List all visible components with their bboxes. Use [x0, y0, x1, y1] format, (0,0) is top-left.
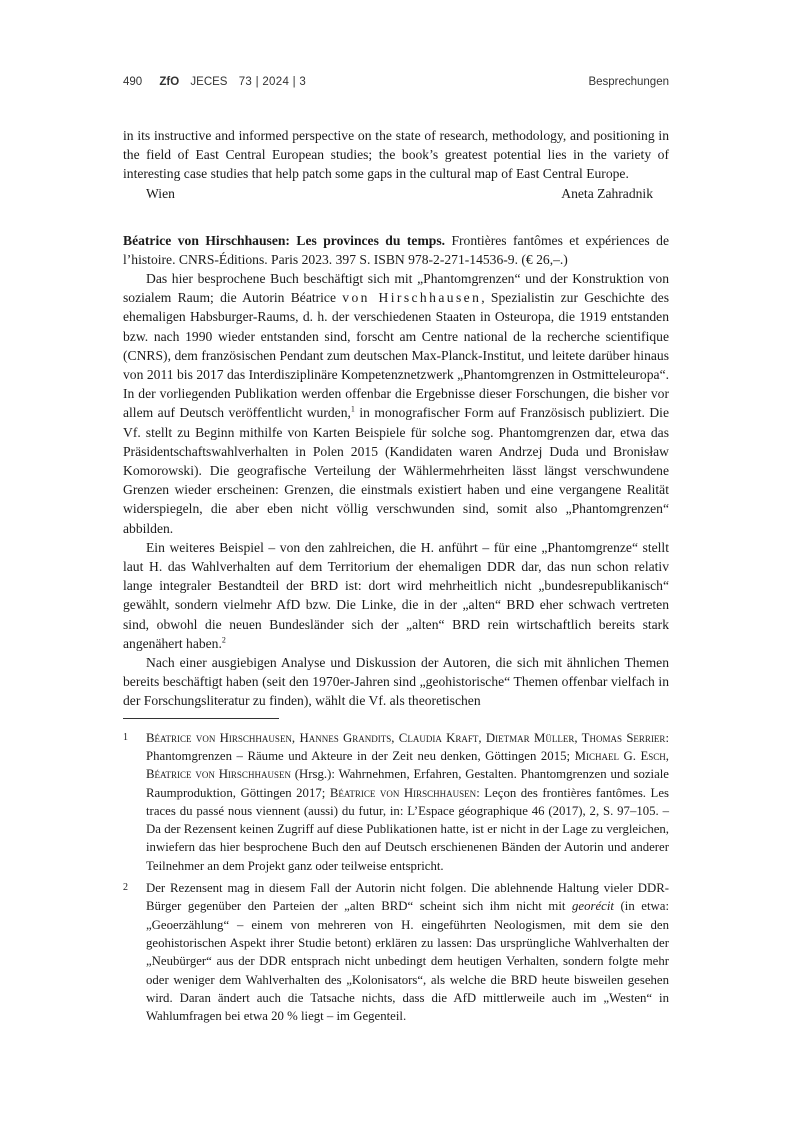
footnote-authors: Béatrice von Hirschhausen [329, 785, 477, 800]
footnote-text: (Hrsg.): Wahrnehmen, Erfahren, Gestalten. Phantomgrenzen und soziale Raumproduktion, Göttingen 2017; [146, 767, 669, 800]
review-block [123, 231, 669, 711]
footnote-ref-1[interactable]: 1 [350, 404, 355, 414]
paragraph-text: Ein weiteres Beispiel – von den zahlreichen, die H. anführt – für eine „Phantomgrenze“ stellt laut H. das Wahlverhalten auf dem Territorium der ehemaligen DDR dar, das nun schon relativ lange integraler Bestandteil der BRD ist: dort wird mehrheitlich nicht „bundesrepublikanisch“ gewählt, sondern vielmehr AfD bzw. Die Linke, die in der „alten“ BRD eher schwach vertreten sind, obwohl die neuen Bundesländer sich der „alten“ BRD rein wirtschaftlich bereits stark angenähert haben. [123, 539, 669, 651]
footnote-text: (in etwa: „Geoerzählung“ – einem von mehreren von H. eingeführten Neologismen, mit dem sie den geohistorischen Aspekt ihrer Studie betont) erklären zu lassen: Das ursprüngliche Wahlverhalten der „Neubürger“ aus der DDR entsprach nicht unbedingt dem heutigen Verhalten, sondern folgte mehr oder weniger dem Wahlverhalten des „Kolonisators“, als welche die BRD heute bisweilen gesehen wird. Daran ändert auch die Tatsache nichts, dass die AfD mittlerweile auch im „Westen“ in Wahlumfragen bei etwa 20 % liegt – im Gegenteil. [146, 899, 669, 1024]
author-name-spaced: von Hirschhausen [342, 290, 482, 306]
volume-info: 73 | 2024 | 3 [238, 76, 307, 88]
footnote-1 [123, 729, 669, 875]
review-heading-details: Frontières fantômes et expériences de l’histoire. CNRS-Éditions. Paris 2023. 397 S. ISBN 978-2-271-14536-9. (€ 26,–.) [123, 232, 669, 267]
journal-subtitle: JECES [190, 76, 228, 88]
footnote-text: : Leçon des frontières fantômes. Les traces du passé nous viennent (aussi) du futur, in: L’Espace géographique 46 (2017), 2, S. 97–105. – Da der Rezensent keinen Zugriff auf diese Publikationen hatte, ist er nicht in der Lage zu vergleichen, inwiefern das hier besprochene Buch den auf Deutsch erschienenen Bänden der Autorin und anderer Teilnehmer an dem Projekt ganz oder teilweise entspricht. [146, 785, 670, 873]
footnote-authors: Michael G. Esch, Béatrice von Hirschhausen [146, 748, 669, 782]
review-heading-title: Béatrice von Hirschhausen: Les provinces du temps. [123, 232, 446, 248]
signature-place: Wien [146, 185, 175, 201]
footnote-number: 2 [123, 882, 128, 894]
footnote-authors: Béatrice von Hirschhausen, Hannes Grandits, Claudia Kraft, Dietmar Müller, Thomas Serrier [146, 730, 666, 745]
page-number: 490 [123, 76, 143, 88]
previous-review-signature [123, 184, 669, 203]
running-header [123, 76, 669, 92]
footnote-ref-2[interactable]: 2 [221, 635, 226, 645]
header-left [123, 76, 306, 88]
review-paragraph-2 [123, 538, 669, 653]
review-paragraph-3: Nach einer ausgiebigen Analyse und Diskussion der Autoren, die sich mit ähnlichen Themen bereits beschäftigt haben (seit den 1970er-Jahren sind „geohistorische“ Themen offenbar vielfach in der Forschungsliteratur zu finden), wählt die Vf. als theoretischen [123, 655, 669, 709]
footnote-italic-term: georécit [572, 899, 614, 914]
journal-name: ZfO [159, 76, 180, 88]
review-paragraph-1 [123, 269, 669, 538]
footnote-divider [123, 718, 279, 719]
footnote-text: Der Rezensent mag in diesem Fall der Autorin nicht folgen. Die ablehnende Haltung vieler DDR-Bürger gegenüber den Parteien der „alten BRD“ scheint sich ihm nicht mit [146, 881, 669, 914]
paragraph-text: , Spezialistin zur Geschichte des ehemaligen Habsburger-Raums, d. h. der verschiedenen Staaten in Osteuropa, die 1919 entstanden bzw. nach 1990 wieder entstanden sind, forscht am Centre national de la recherche scientifique (CNRS), dem französischen Pendant zum deutschen Max-Planck-Institut, und leitete darüber hinaus von 2011 bis 2017 das Interdisziplinäre Kompetenznetzwerk „Phantomgrenzen in Ostmitteleuropa“. In der vorliegenden Publikation werden offenbar die Ergebnisse dieser Forschungen, die bisher vor allem auf Deutsch veröffentlicht wurden, [123, 290, 669, 421]
review-heading [123, 231, 669, 269]
paragraph-text: Das hier besprochene Buch beschäftigt sich mit „Phantomgrenzen“ und der Konstruktion von sozialem Raum; die Autorin Béatrice [123, 271, 669, 306]
signature-author: Aneta Zahradnik [561, 185, 653, 201]
section-title: Besprechungen [588, 76, 669, 88]
footnote-number: 1 [123, 731, 128, 743]
previous-review-ending: in its instructive and informed perspective on the state of research, methodology, and positioning in the field of East Central European studies; the book’s greatest potential lies in the variety of interesting case studies that help patch some gaps in the cultural map of East Central Europe. [123, 128, 669, 182]
footnote-2 [123, 879, 669, 1025]
page-body [123, 126, 669, 1029]
footnote-text: : Phantomgrenzen – Räume und Akteure in der Zeit neu denken, Göttingen 2015; [146, 730, 669, 763]
paragraph-text: in monografischer Form auf Französisch publiziert. Die Vf. stellt zu Beginn mithilfe von Karten Beispiele für solche sog. Phantomgrenzen dar, etwa das Präsidentschaftswahlverhalten in Polen 2015 (Kandidaten waren Andrzej Duda und Bronisław Komorowski). Die geografische Verteilung der Wählermehrheiten lässt längst verschwundene Grenzen wieder erscheinen: Grenzen, die einstmals existiert haben und eine vergangene Realität widerspiegeln, die aber eben nicht völlig verschwunden sind, somit also „Phantomgrenzen“ abbilden. [123, 405, 669, 536]
